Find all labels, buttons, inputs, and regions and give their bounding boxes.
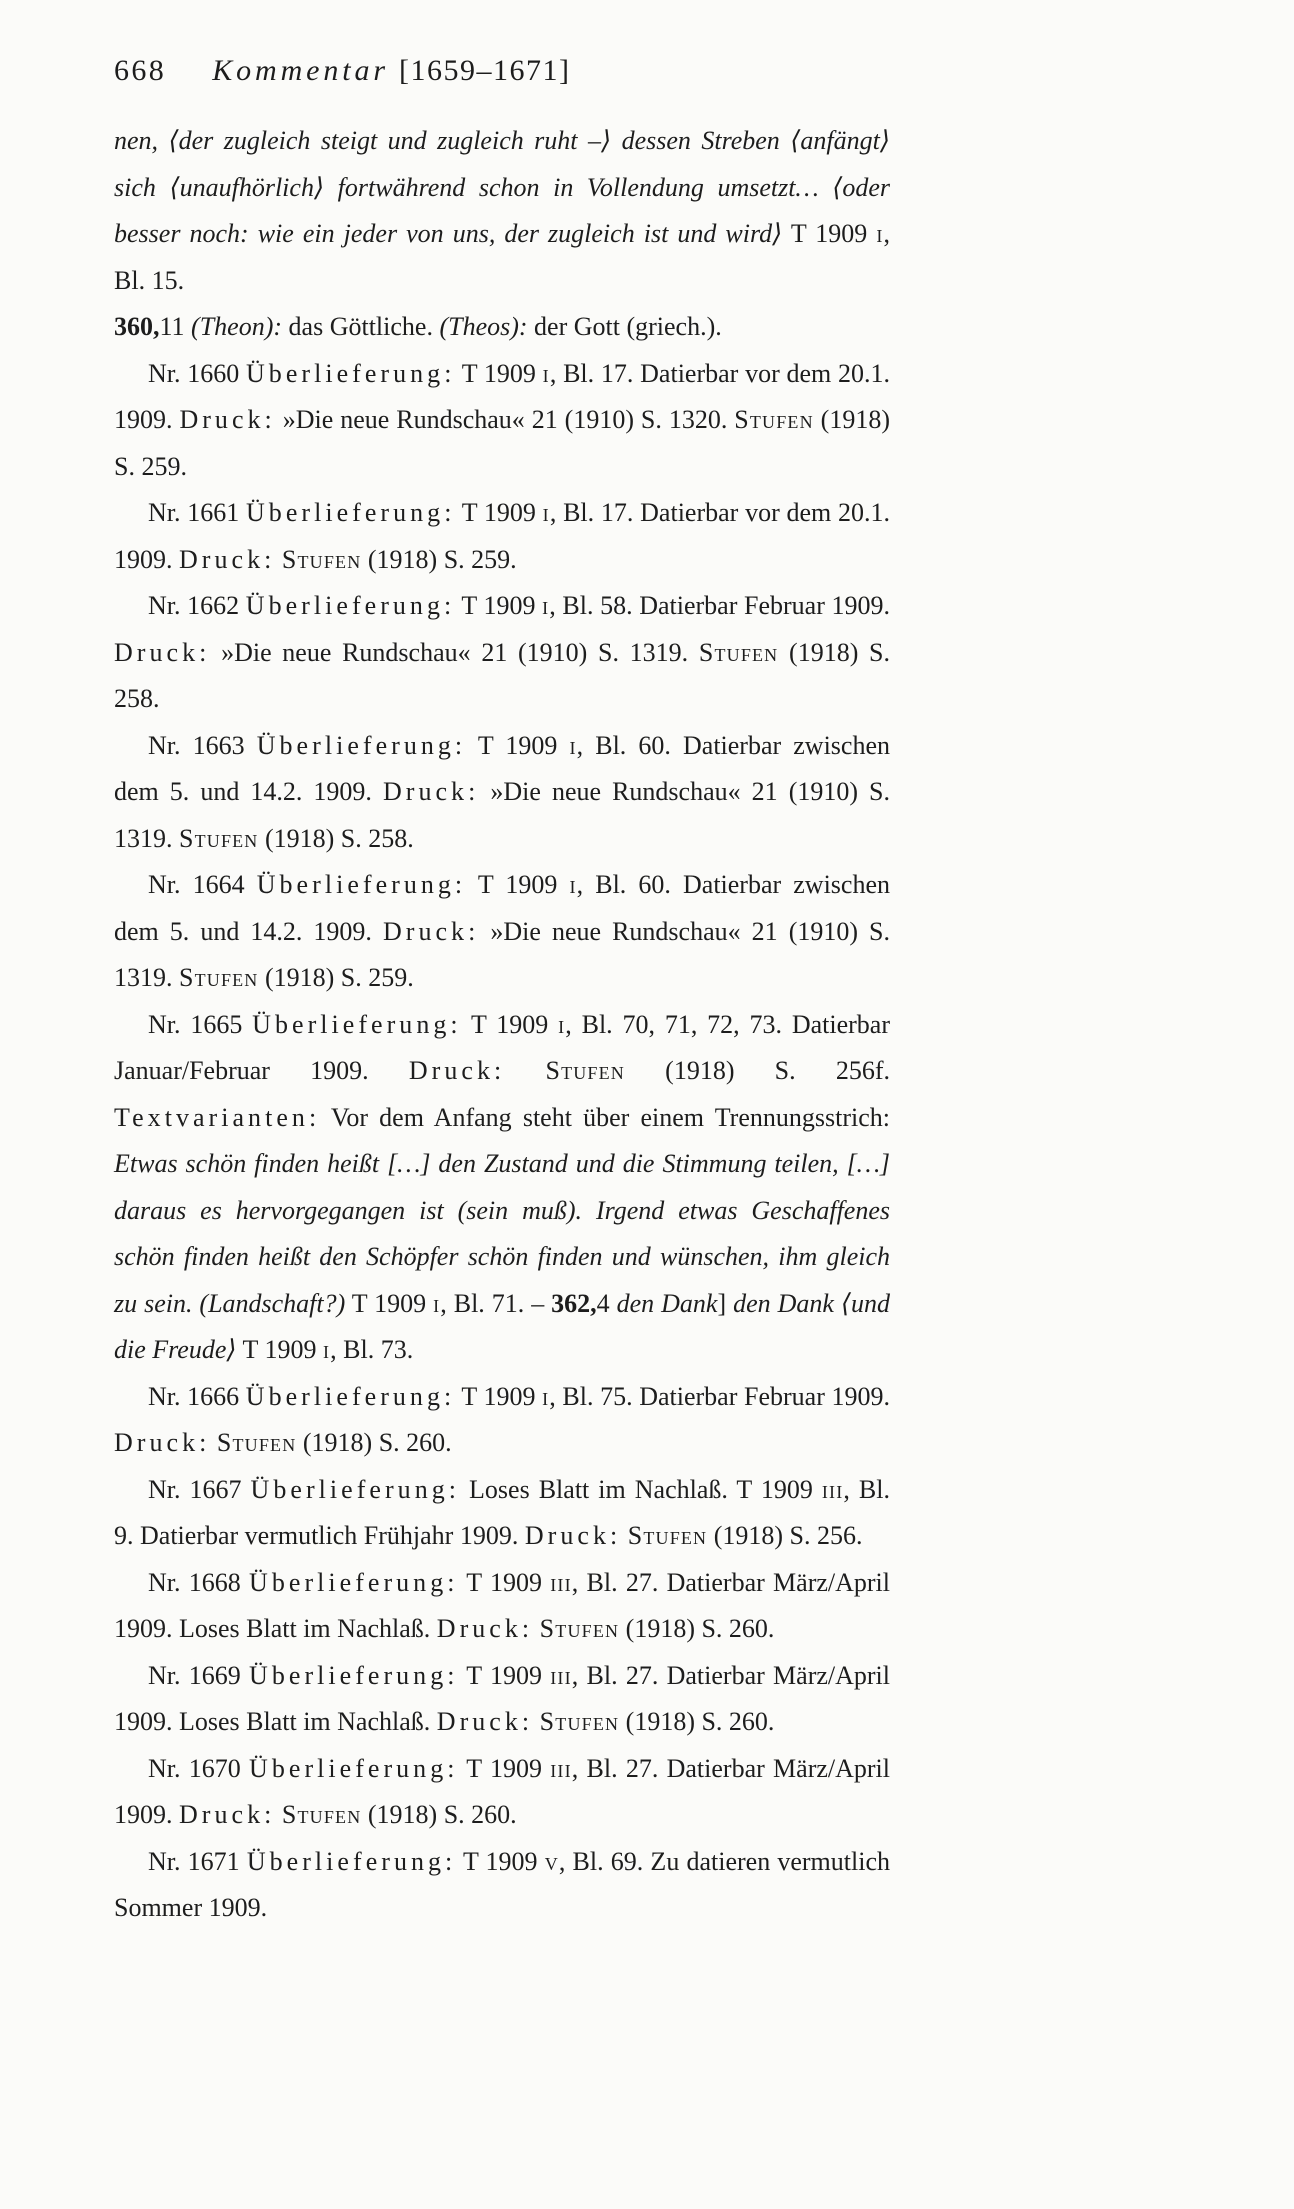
text-run: (1918) S. 260. (619, 1614, 775, 1643)
text-run: , Bl. 9. Datierbar vermutlich Frühjahr 1909. (114, 1474, 890, 1550)
text-run: Stufen (545, 1056, 625, 1085)
text-run: , Bl. 60. Datierbar zwischen dem 5. und 14.2. 1909. (114, 730, 891, 806)
text-run: T 1909 (455, 1381, 543, 1411)
text-run: v (544, 1846, 559, 1876)
text-run: iii (550, 1567, 572, 1597)
text-run: Druck: (382, 777, 480, 806)
text-run: , Bl. 27. Datierbar März/April 1909. Loses Blatt im Nachlaß. (114, 1567, 890, 1643)
text-run: den Dank (616, 1288, 718, 1318)
text-run: Stufen (281, 544, 362, 574)
text-run: T 1909 (466, 730, 570, 760)
text-run: Nr. 1668 (148, 1567, 250, 1597)
text-run: (Theon): (191, 312, 283, 341)
text-run: (1918) S. 256f. (624, 1056, 891, 1085)
text-run: Druck: (408, 1056, 506, 1085)
text-run: ] (717, 1288, 734, 1318)
text-run: Nr. 1665 (148, 1009, 253, 1039)
text-run: , Bl. 73. (330, 1335, 414, 1364)
text-run: i (569, 730, 577, 760)
text-run: Überlieferung: (249, 1660, 459, 1690)
text-run: T 1909 (466, 870, 570, 899)
text-run: iii (821, 1474, 844, 1504)
text-run: , Bl. 71. – (440, 1288, 552, 1318)
text-run: »Die neue Rundschau« 21 (1910) S. 1319. (114, 777, 891, 853)
running-head (212, 54, 570, 88)
entry-nr-1665 (114, 1002, 890, 1374)
text-run: , Bl. 27. Datierbar März/April 1909. Loses Blatt im Nachlaß. (114, 1660, 890, 1736)
entry-nr-1669 (114, 1653, 890, 1746)
text-run: , Bl. 27. Datierbar März/April 1909. (114, 1753, 890, 1829)
entry-nr-1664 (114, 862, 890, 1002)
text-run: Druck: (382, 916, 480, 946)
text-run: Überlieferung: (245, 1381, 456, 1411)
entry-nr-1661 (114, 490, 890, 583)
text-run: Überlieferung: (249, 1753, 459, 1783)
text-run: Nr. 1662 (148, 591, 246, 620)
text-run: T 1909 (455, 358, 543, 388)
text-run: , Bl. 70, 71, 72, 73. Datierbar Januar/Februar 1909. (114, 1009, 890, 1085)
text-run: Nr. 1667 (148, 1474, 251, 1504)
text-run: 11 (159, 312, 192, 341)
text-run: Stufen (179, 823, 259, 853)
text-run: Druck: (179, 1800, 276, 1829)
running-head-range: [1659–1671] (398, 54, 571, 87)
text-run: i (558, 1009, 566, 1039)
text-run: Stufen (179, 963, 259, 992)
continuation-paragraph (114, 118, 890, 304)
entry-nr-1660 (114, 351, 890, 491)
entry-nr-1668 (114, 1560, 890, 1653)
text-run: Nr. 1664 (148, 870, 257, 899)
text-run: »Die neue Rundschau« 21 (1910) S. 1320. (275, 405, 735, 434)
text-run: , Bl. 58. Datierbar Februar 1909. (549, 591, 890, 620)
text-run: , Bl. 69. Zu datieren vermutlich Sommer 1909. (114, 1846, 890, 1922)
text-run: Überlieferung: (246, 1846, 457, 1876)
text-run: Überlieferung: (246, 358, 456, 388)
text-run: , Bl. 15. (114, 219, 890, 295)
text-run: (Theos): (439, 312, 528, 341)
page-header (114, 54, 890, 88)
lemma-360-11 (114, 304, 890, 351)
text-run: Nr. 1663 (148, 730, 257, 760)
text-run: T 1909 (458, 1753, 551, 1783)
text-run: Druck: (179, 405, 276, 434)
text-run: T 1909 (456, 1846, 545, 1876)
text-run: i (542, 591, 550, 620)
text-run: T 1909 (345, 1288, 434, 1318)
text-run (505, 1056, 545, 1085)
text-run: Druck: (436, 1707, 534, 1736)
text-run: T 1909 (458, 1660, 551, 1690)
text-run: 362, (551, 1288, 597, 1318)
text-run: i (542, 498, 550, 527)
text-run: den Dank ⟨und die Freude⟩ (114, 1288, 890, 1364)
text-run: nen, ⟨der zugleich steigt und zugleich ruht –⟩ dessen Streben ⟨anfängt⟩ sich ⟨unaufhörlich⟩ fortwährend schon in Vollendung umsetzt… ⟨oder besser noch: wie ein jeder von uns, der zugleich ist und wird⟩ (114, 126, 890, 248)
text-run: i (433, 1288, 441, 1318)
text-run: T 1909 (458, 1567, 551, 1597)
entry-nr-1662 (114, 583, 890, 723)
text-run: T 1909 (461, 1009, 559, 1039)
text-run: 4 (596, 1288, 617, 1318)
text-run: Loses Blatt im Nachlaß. T 1909 (460, 1474, 822, 1504)
running-head-title: Kommentar (212, 54, 389, 87)
text-run: i (322, 1335, 331, 1364)
text-run: der Gott (griech.). (527, 312, 722, 341)
text-run: »Die neue Rundschau« 21 (1910) S. 1319. (210, 637, 699, 667)
text-run: Überlieferung: (245, 591, 456, 620)
text-run: Druck: (179, 544, 276, 574)
text-run: 360, (114, 312, 160, 341)
page-body (114, 118, 890, 1932)
text-run: Überlieferung: (256, 870, 467, 899)
text-run: Überlieferung: (256, 730, 467, 760)
text-run: (1918) S. 259. (258, 963, 414, 992)
text-run: (1918) S. 256. (707, 1521, 863, 1550)
text-run: Vor dem Anfang steht über einem Trennungsstrich: (320, 1102, 890, 1132)
text-run: Überlieferung: (252, 1009, 462, 1039)
text-run: Stufen (539, 1614, 620, 1643)
text-run: Druck: (114, 637, 211, 667)
text-run: (1918) S. 258. (258, 823, 414, 853)
text-run: Überlieferung: (250, 1474, 461, 1504)
text-run: Stufen (627, 1521, 708, 1550)
text-run: (1918) S. 260. (361, 1800, 517, 1829)
text-run: Stufen (539, 1707, 620, 1736)
text-run: Druck: (436, 1614, 534, 1643)
entry-nr-1667 (114, 1467, 890, 1560)
entry-nr-1663 (114, 723, 890, 863)
text-run: i (876, 219, 884, 248)
text-run: T 1909 (455, 591, 543, 620)
page-number: 668 (114, 54, 167, 87)
text-run: , Bl. 60. Datierbar zwischen dem 5. und 14.2. 1909. (114, 870, 891, 946)
text-run: Nr. 1670 (148, 1753, 250, 1783)
text-run: i (569, 870, 577, 899)
text-run: Stufen (281, 1800, 362, 1829)
text-run: iii (550, 1753, 572, 1783)
text-run: i (542, 358, 550, 388)
entry-nr-1666 (114, 1374, 890, 1467)
text-run: Nr. 1669 (148, 1660, 250, 1690)
text-run: , Bl. 17. Datierbar vor dem 20.1. 1909. (114, 498, 890, 574)
text-run: Überlieferung: (246, 498, 456, 527)
text-run: Nr. 1661 (148, 498, 246, 527)
text-run: (1918) S. 259. (361, 544, 517, 574)
text-run: (1918) S. 259. (114, 405, 891, 481)
text-run: Überlieferung: (249, 1567, 459, 1597)
text-run: T 1909 (236, 1335, 323, 1364)
text-run: Nr. 1671 (148, 1846, 247, 1876)
text-run: das Göttliche. (282, 312, 440, 341)
text-run: iii (550, 1660, 572, 1690)
text-run: (1918) S. 260. (296, 1428, 452, 1457)
text-run: Druck: (114, 1428, 211, 1457)
text-run: (1918) S. 258. (114, 637, 891, 713)
text-run: i (542, 1381, 550, 1411)
text-run: T 1909 (782, 219, 877, 248)
text-run: (1918) S. 260. (619, 1707, 775, 1736)
text-run: Nr. 1666 (148, 1381, 246, 1411)
entry-nr-1670 (114, 1746, 890, 1839)
text-run: Stufen (698, 637, 779, 667)
text-run: Etwas schön finden heißt […] den Zustand und die Stimmung teilen, […] daraus es hervorgegangen ist (sein muß). Irgend etwas Geschaffenes schön finden heißt den Schöpfer schön finden und wünschen, ihm gleich zu sein. (Landschaft?) (114, 1149, 890, 1318)
text-run: Textvarianten: (114, 1102, 321, 1132)
entry-nr-1671 (114, 1839, 890, 1932)
text-run: , Bl. 17. Datierbar vor dem 20.1. 1909. (114, 358, 890, 434)
text-run: , Bl. 75. Datierbar Februar 1909. (549, 1381, 890, 1411)
text-run: T 1909 (455, 498, 543, 527)
text-run: Druck: (524, 1521, 622, 1550)
text-run: Stufen (734, 405, 814, 434)
text-run: Nr. 1660 (148, 358, 246, 388)
text-run: »Die neue Rundschau« 21 (1910) S. 1319. (114, 916, 891, 992)
text-run: Stufen (216, 1428, 297, 1457)
